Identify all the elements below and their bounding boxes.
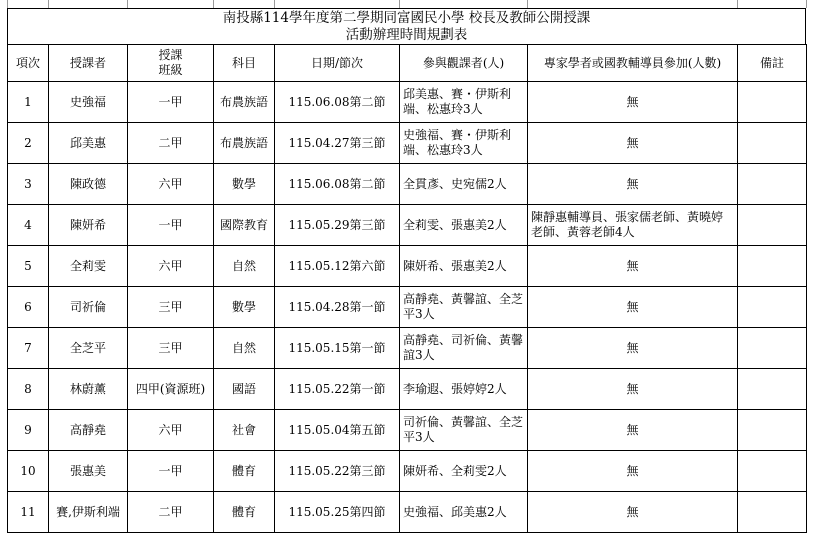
table-row xyxy=(8,328,807,369)
cell-date[interactable]: 115.06.08第二節 xyxy=(275,164,400,205)
cell-teacher[interactable]: 陳妍希 xyxy=(49,205,128,246)
cell-note[interactable] xyxy=(738,451,807,492)
cell-class[interactable]: 六甲 xyxy=(128,246,214,287)
cell-item[interactable]: 1 xyxy=(8,82,49,123)
header-row xyxy=(8,45,807,82)
header-class[interactable]: 授課 班級 xyxy=(128,45,214,82)
cell-class[interactable]: 一甲 xyxy=(128,82,214,123)
cell-date[interactable]: 115.05.22第一節 xyxy=(275,369,400,410)
cell-item[interactable]: 4 xyxy=(8,205,49,246)
cell-item[interactable]: 11 xyxy=(8,492,49,533)
cell-date[interactable]: 115.05.15第一節 xyxy=(275,328,400,369)
cell-experts[interactable]: 無 xyxy=(528,328,738,369)
cell-experts[interactable]: 無 xyxy=(528,369,738,410)
cell-item[interactable]: 10 xyxy=(8,451,49,492)
cell-date[interactable]: 115.04.28第一節 xyxy=(275,287,400,328)
cell-subject[interactable]: 體育 xyxy=(214,451,275,492)
cell-subject[interactable]: 布農族語 xyxy=(214,123,275,164)
header-date[interactable]: 日期/節次 xyxy=(275,45,400,82)
cell-date[interactable]: 115.06.08第二節 xyxy=(275,82,400,123)
title-line-2: 活動辦理時間規劃表 xyxy=(345,27,468,43)
table-row xyxy=(8,410,807,451)
cell-observers[interactable]: 李瑜遐、張婷婷2人 xyxy=(400,369,528,410)
cell-note[interactable] xyxy=(738,123,807,164)
cell-note[interactable] xyxy=(738,205,807,246)
document-title xyxy=(7,8,806,44)
top-gridlines xyxy=(0,0,813,8)
cell-class[interactable]: 一甲 xyxy=(128,451,214,492)
cell-item[interactable]: 7 xyxy=(8,328,49,369)
cell-class[interactable]: 二甲 xyxy=(128,492,214,533)
table-row xyxy=(8,369,807,410)
cell-class[interactable]: 三甲 xyxy=(128,287,214,328)
cell-observers[interactable]: 史強福、邱美惠2人 xyxy=(400,492,528,533)
cell-date[interactable]: 115.05.25第四節 xyxy=(275,492,400,533)
cell-experts[interactable]: 無 xyxy=(528,451,738,492)
table-row xyxy=(8,82,807,123)
table-row xyxy=(8,451,807,492)
cell-subject[interactable]: 布農族語 xyxy=(214,82,275,123)
table-row xyxy=(8,205,807,246)
cell-teacher[interactable]: 邱美惠 xyxy=(49,123,128,164)
header-experts[interactable]: 專家學者或國教輔導員參加(人數) xyxy=(528,45,738,82)
cell-experts[interactable]: 無 xyxy=(528,410,738,451)
table-row xyxy=(8,123,807,164)
cell-item[interactable]: 8 xyxy=(8,369,49,410)
cell-note[interactable] xyxy=(738,246,807,287)
cell-observers[interactable]: 司祈倫、黃馨誼、全芝平3人 xyxy=(400,410,528,451)
cell-subject[interactable]: 數學 xyxy=(214,164,275,205)
cell-teacher[interactable]: 林蔚薰 xyxy=(49,369,128,410)
cell-teacher[interactable]: 陳政德 xyxy=(49,164,128,205)
cell-experts[interactable]: 無 xyxy=(528,82,738,123)
table-row xyxy=(8,246,807,287)
cell-subject[interactable]: 自然 xyxy=(214,246,275,287)
cell-observers[interactable]: 高靜堯、司祈倫、黃馨誼3人 xyxy=(400,328,528,369)
cell-observers[interactable]: 史強福、賽・伊斯利端、松惠玲3人 xyxy=(400,123,528,164)
cell-subject[interactable]: 國語 xyxy=(214,369,275,410)
cell-subject[interactable]: 數學 xyxy=(214,287,275,328)
cell-date[interactable]: 115.05.22第三節 xyxy=(275,451,400,492)
cell-teacher[interactable]: 史強福 xyxy=(49,82,128,123)
cell-teacher[interactable]: 司祈倫 xyxy=(49,287,128,328)
cell-date[interactable]: 115.05.29第三節 xyxy=(275,205,400,246)
cell-observers[interactable]: 陳妍希、全莉雯2人 xyxy=(400,451,528,492)
cell-date[interactable]: 115.05.04第五節 xyxy=(275,410,400,451)
cell-teacher[interactable]: 全莉雯 xyxy=(49,246,128,287)
header-note[interactable]: 備註 xyxy=(738,45,807,82)
cell-teacher[interactable]: 全芝平 xyxy=(49,328,128,369)
cell-note[interactable] xyxy=(738,410,807,451)
cell-note[interactable] xyxy=(738,492,807,533)
cell-observers[interactable]: 高靜堯、黃馨誼、全芝平3人 xyxy=(400,287,528,328)
cell-note[interactable] xyxy=(738,369,807,410)
cell-class[interactable]: 二甲 xyxy=(128,123,214,164)
cell-date[interactable]: 115.05.12第六節 xyxy=(275,246,400,287)
cell-experts[interactable]: 無 xyxy=(528,123,738,164)
cell-date[interactable]: 115.04.27第三節 xyxy=(275,123,400,164)
cell-item[interactable]: 9 xyxy=(8,410,49,451)
cell-item[interactable]: 3 xyxy=(8,164,49,205)
cell-note[interactable] xyxy=(738,164,807,205)
header-observers[interactable]: 參與觀課者(人) xyxy=(400,45,528,82)
table-row xyxy=(8,287,807,328)
cell-note[interactable] xyxy=(738,82,807,123)
cell-observers[interactable]: 全貫彥、史宛儒2人 xyxy=(400,164,528,205)
cell-class[interactable]: 六甲 xyxy=(128,410,214,451)
cell-experts[interactable]: 無 xyxy=(528,287,738,328)
table-row xyxy=(8,164,807,205)
cell-class[interactable]: 三甲 xyxy=(128,328,214,369)
schedule-table xyxy=(7,44,807,533)
cell-experts[interactable]: 無 xyxy=(528,164,738,205)
cell-item[interactable]: 6 xyxy=(8,287,49,328)
cell-subject[interactable]: 社會 xyxy=(214,410,275,451)
cell-note[interactable] xyxy=(738,328,807,369)
title-line-1: 南投縣114學年度第二學期同富國民小學 校長及教師公開授課 xyxy=(222,10,591,26)
header-teacher[interactable]: 授課者 xyxy=(49,45,128,82)
cell-observers[interactable]: 全莉雯、張惠美2人 xyxy=(400,205,528,246)
cell-experts[interactable]: 無 xyxy=(528,246,738,287)
cell-experts[interactable]: 無 xyxy=(528,492,738,533)
header-item[interactable]: 項次 xyxy=(8,45,49,82)
cell-observers[interactable]: 邱美惠、賽・伊斯利端、松惠玲3人 xyxy=(400,82,528,123)
cell-item[interactable]: 2 xyxy=(8,123,49,164)
cell-note[interactable] xyxy=(738,287,807,328)
cell-subject[interactable]: 國際教育 xyxy=(214,205,275,246)
header-subject[interactable]: 科目 xyxy=(214,45,275,82)
table-row xyxy=(8,492,807,533)
cell-class[interactable]: 一甲 xyxy=(128,205,214,246)
cell-observers[interactable]: 陳妍希、張惠美2人 xyxy=(400,246,528,287)
cell-teacher[interactable]: 賽,伊斯利端 xyxy=(49,492,128,533)
cell-class[interactable]: 六甲 xyxy=(128,164,214,205)
cell-subject[interactable]: 體育 xyxy=(214,492,275,533)
cell-item[interactable]: 5 xyxy=(8,246,49,287)
cell-class[interactable]: 四甲(資源班) xyxy=(128,369,214,410)
cell-subject[interactable]: 自然 xyxy=(214,328,275,369)
cell-teacher[interactable]: 張惠美 xyxy=(49,451,128,492)
cell-experts[interactable]: 陳靜惠輔導員、張家儒老師、黃曉婷老師、黃蓉老師4人 xyxy=(528,205,738,246)
cell-teacher[interactable]: 高靜堯 xyxy=(49,410,128,451)
